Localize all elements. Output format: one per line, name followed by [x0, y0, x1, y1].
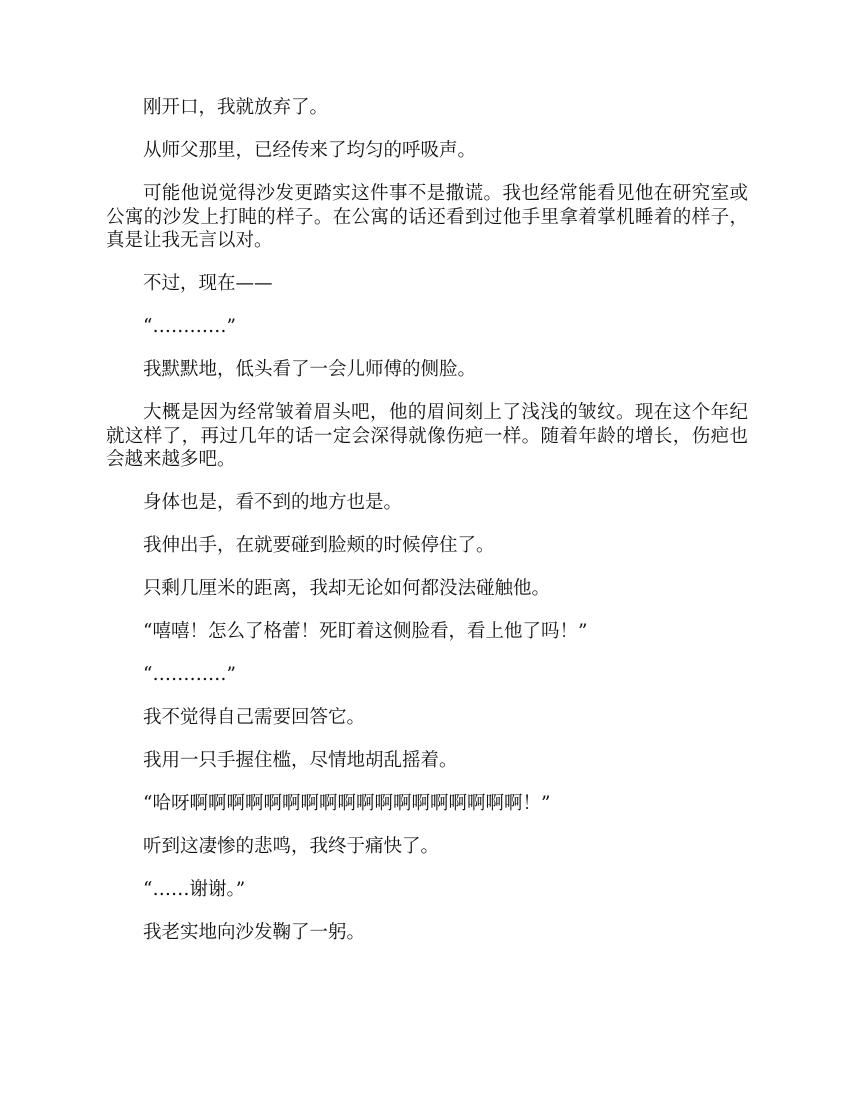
paragraph: 我老实地向沙发鞠了一躬。 [143, 922, 366, 943]
paragraph: 我用一只手握住槛，尽情地胡乱摇着。 [143, 750, 458, 771]
document-page [106, 96, 748, 964]
paragraph: 刚开口，我就放弃了。 [143, 97, 329, 118]
paragraph: “…………” [143, 664, 236, 685]
paragraph: “嘻嘻！怎么了格蕾！死盯着这侧脸看，看上他了吗！” [143, 621, 588, 642]
paragraph: 可能他说觉得沙发更踏实这件事不是撒谎。我也经常能看见他在研究室或公寓的沙发上打盹的样子。在公寓的话还看到过他手里拿着掌机睡着的样子，真是让我无言以对。 [106, 183, 748, 251]
paragraph: 只剩几厘米的距离，我却无论如何都没法碰触他。 [143, 578, 551, 599]
paragraph: 身体也是，看不到的地方也是。 [143, 492, 403, 513]
paragraph: “…………” [143, 316, 236, 337]
paragraph: 我默默地，低头看了一会儿师傅的侧脸。 [143, 359, 477, 380]
paragraph: 我不觉得自己需要回答它。 [143, 707, 366, 728]
paragraph: “……谢谢。” [143, 879, 246, 900]
paragraph: 从师父那里，已经传来了均匀的呼吸声。 [143, 140, 477, 161]
paragraph: 大概是因为经常皱着眉头吧，他的眉间刻上了浅浅的皱纹。现在这个年纪就这样了，再过几年的话一定会深得就像伤疤一样。随着年龄的增长，伤疤也会越来越多吧。 [106, 402, 748, 470]
paragraph: “哈呀啊啊啊啊啊啊啊啊啊啊啊啊啊啊啊啊啊啊！” [143, 793, 551, 814]
paragraph: 我伸出手，在就要碰到脸颊的时候停住了。 [143, 535, 495, 556]
paragraph: 不过，现在—— [143, 273, 273, 294]
paragraph: 听到这凄惨的悲鸣，我终于痛快了。 [143, 836, 440, 857]
